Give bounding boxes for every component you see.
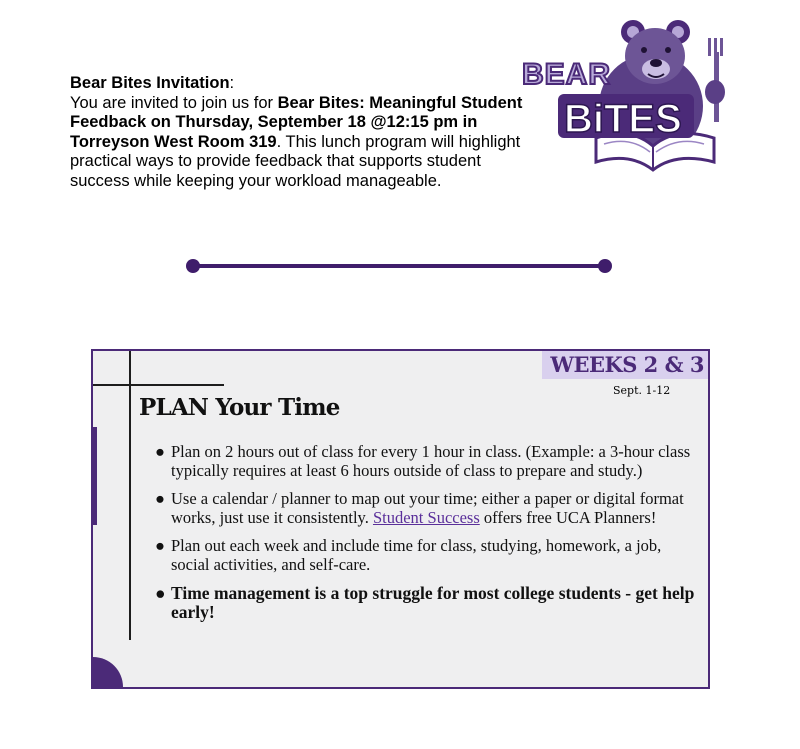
bullet-icon: ● bbox=[155, 442, 165, 461]
invitation-text bbox=[70, 74, 540, 192]
bullet-text: Plan out each week and include time for class, studying, homework, a job, social activities, and self-care. bbox=[171, 536, 662, 574]
logo-word-bites: BiTES bbox=[564, 97, 682, 141]
bear-bites-logo-art bbox=[518, 14, 773, 174]
bullet-text: Use a calendar / planner to map out your time; either a paper or digital format works, just use it consistently. bbox=[171, 489, 684, 527]
logo-word-bear: BEAR bbox=[522, 58, 612, 91]
decor-horizontal-line bbox=[93, 384, 224, 386]
invitation-event-details: Bear Bites: Meaningful Student Feedback on Thursday, September 18 @12:15 pm in Torreyson West Room 319 bbox=[70, 93, 523, 151]
bullet-icon: ● bbox=[155, 536, 165, 555]
invitation-heading-colon: : bbox=[229, 74, 235, 92]
list-item bbox=[153, 537, 703, 574]
plan-your-time-slide bbox=[91, 349, 710, 689]
bullet-text: Time management is a top struggle for most college students - get help early! bbox=[171, 583, 695, 622]
bullet-text: Plan on 2 hours out of class for every 1 hour in class. (Example: a 3-hour class typically requires at least 6 hours outside of class to prepare and study.) bbox=[171, 442, 691, 480]
bear-bites-logo bbox=[518, 14, 773, 174]
decor-corner-circle bbox=[91, 657, 123, 689]
decor-left-accent-bar bbox=[91, 427, 97, 525]
list-item bbox=[153, 443, 703, 480]
invitation-intro: You are invited to join us for bbox=[70, 93, 278, 112]
tips-list bbox=[153, 443, 703, 631]
invitation-heading: Bear Bites Invitation bbox=[70, 74, 230, 92]
weeks-badge: WEEKS 2 & 3 bbox=[542, 351, 708, 379]
slide-title: PLAN Your Time bbox=[139, 394, 340, 421]
list-item bbox=[153, 584, 703, 621]
list-item bbox=[153, 490, 703, 527]
student-success-link[interactable]: Student Success bbox=[372, 507, 480, 527]
bullet-text-tail: offers free UCA Planners! bbox=[479, 507, 657, 527]
section-divider bbox=[185, 258, 613, 274]
bullet-icon: ● bbox=[155, 583, 166, 603]
invitation-description: . This lunch program will highlight practical ways to provide feedback that supports student success while keeping your workload manageable. bbox=[70, 132, 521, 190]
fork-icon bbox=[705, 38, 725, 122]
date-range: Sept. 1-12 bbox=[613, 384, 671, 397]
decor-vertical-line bbox=[129, 351, 131, 640]
bullet-icon: ● bbox=[155, 489, 165, 508]
